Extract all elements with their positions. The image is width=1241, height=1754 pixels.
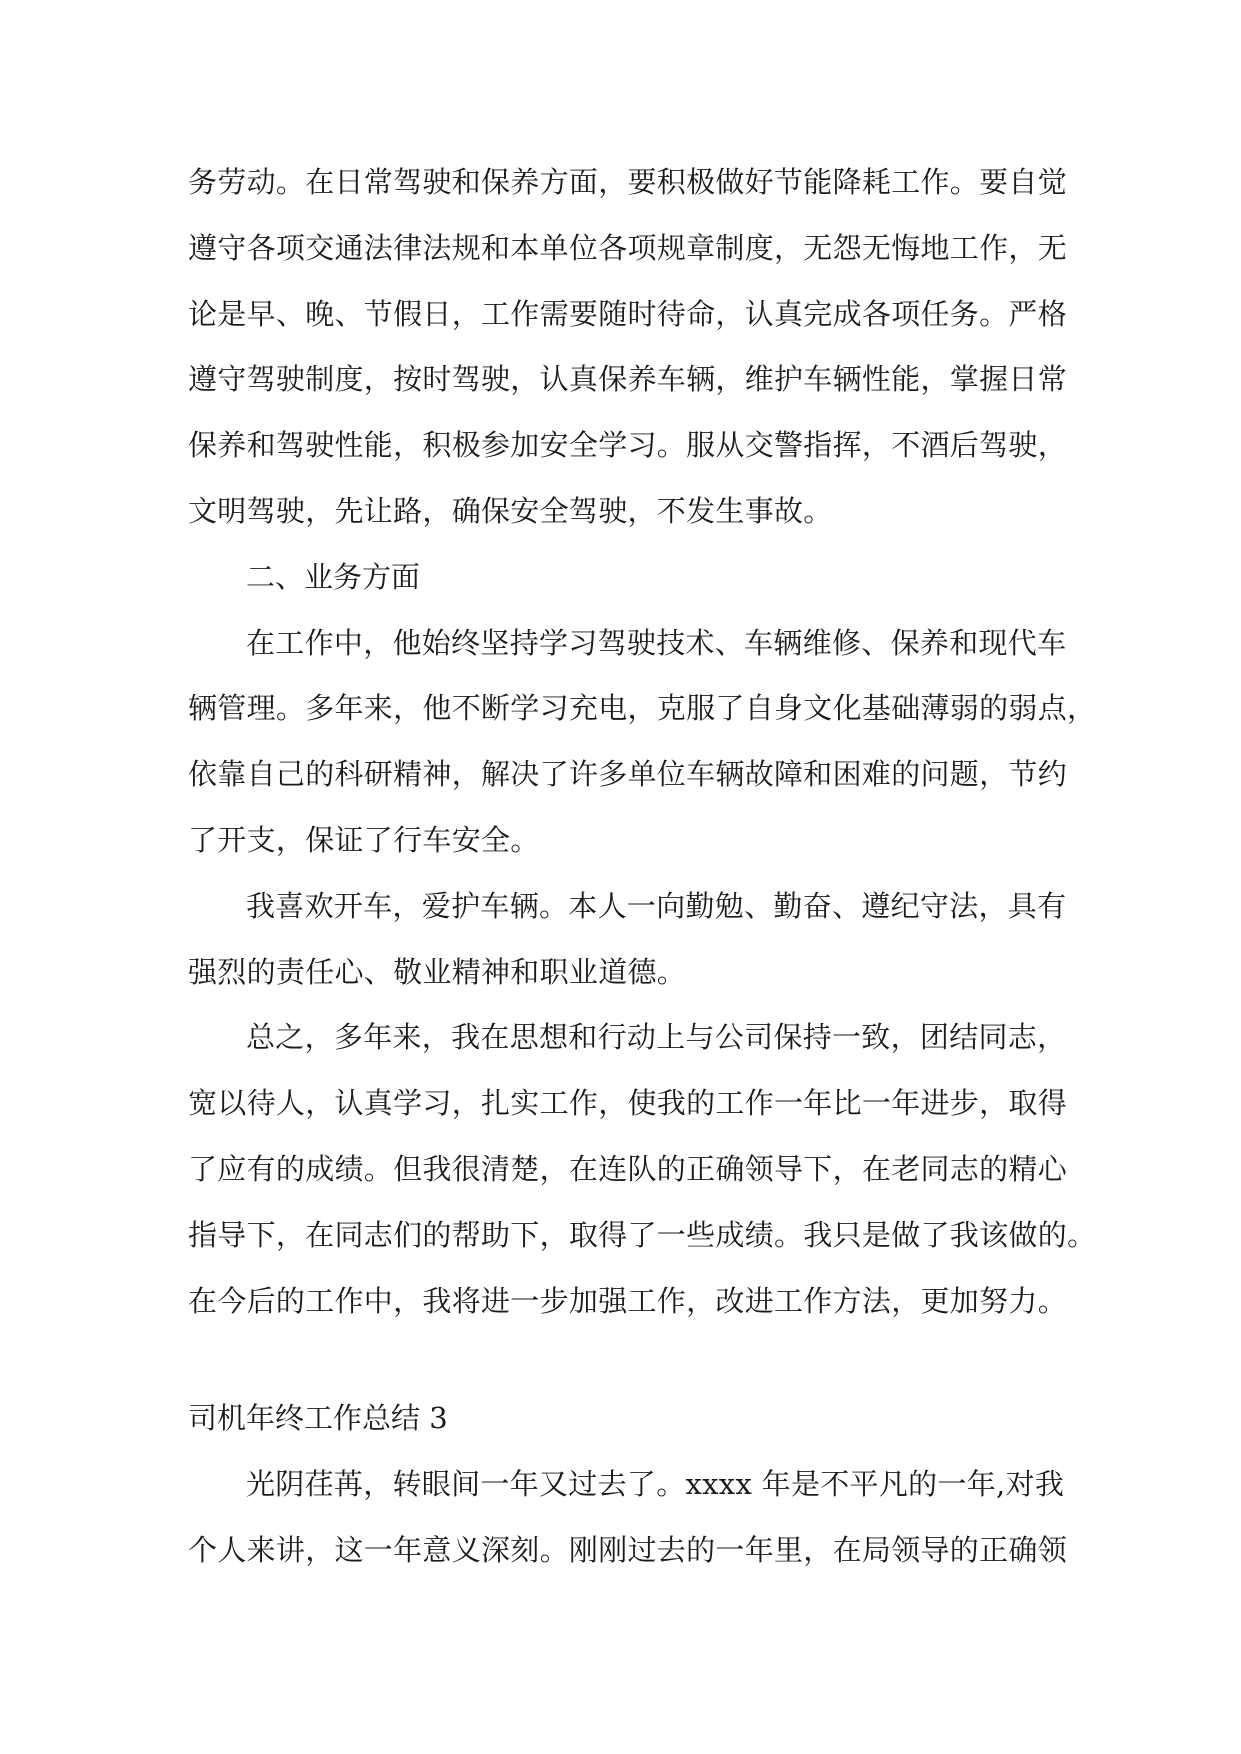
text-line: 光阴荏苒，转眼间一年又过去了。xxxx 年是不平凡的一年,对我 [246,1467,1065,1502]
text-line: 论是早、晚、节假日，工作需要随时待命，认真完成各项任务。严格 [188,296,1068,331]
document-body [188,150,1097,1584]
paragraph-business-study [188,611,1097,874]
text-line: 宽以待人，认真学习，扎实工作，使我的工作一年比一年进步，取得 [188,1086,1068,1121]
text-line: 个人来讲，这一年意义深刻。刚刚过去的一年里，在局领导的正确领 [188,1532,1068,1567]
text-line: 文明驾驶，先让路，确保安全驾驶，不发生事故。 [188,493,833,528]
section-title: 司机年终工作总结 3 [188,1401,448,1436]
paragraph-conclusion [188,1005,1097,1334]
text-line: 总之，多年来，我在思想和行动上与公司保持一致，团结同志， [246,1020,1067,1055]
paragraph-year-review-opening [188,1452,1068,1584]
paragraph-personal-traits [188,874,1067,1006]
text-line: 依靠自己的科研精神，解决了许多单位车辆故障和困难的问题，节约 [188,757,1068,792]
text-line: 指导下，在同志们的帮助下，取得了一些成绩。我只是做了我该做的。 [188,1217,1097,1252]
text-line: 强烈的责任心、敬业精神和职业道德。 [188,954,687,989]
text-line: 务劳动。在日常驾驶和保养方面，要积极做好节能降耗工作。要自觉 [188,165,1068,199]
text-line: 保养和驾驶性能，积极参加安全学习。服从交警指挥，不酒后驾驶， [188,428,1068,463]
text-line: 我喜欢开车，爱护车辆。本人一向勤勉、勤奋、遵纪守法，具有 [246,888,1067,923]
text-line: 遵守各项交通法律法规和本单位各项规章制度，无怨无悔地工作，无 [188,230,1068,265]
text-line: 在工作中，他始终坚持学习驾驶技术、车辆维修、保养和现代车 [246,625,1067,660]
text-line: 遵守驾驶制度，按时驾驶，认真保养车辆，维护车辆性能，掌握日常 [188,362,1068,397]
text-line: 了开支，保证了行车安全。 [188,822,540,857]
text-line: 辆管理。多年来，他不断学习充电，克服了自身文化基础薄弱的弱点， [188,691,1097,726]
paragraph-driving-duties [188,150,1068,545]
text-line: 在今后的工作中，我将进一步加强工作，改进工作方法，更加努力。 [188,1283,1068,1318]
section-spacer [188,1334,1058,1386]
text-line: 了应有的成绩。但我很清楚，在连队的正确领导下，在老同志的精心 [188,1151,1068,1186]
section-heading-business: 二、业务方面 [246,559,421,594]
